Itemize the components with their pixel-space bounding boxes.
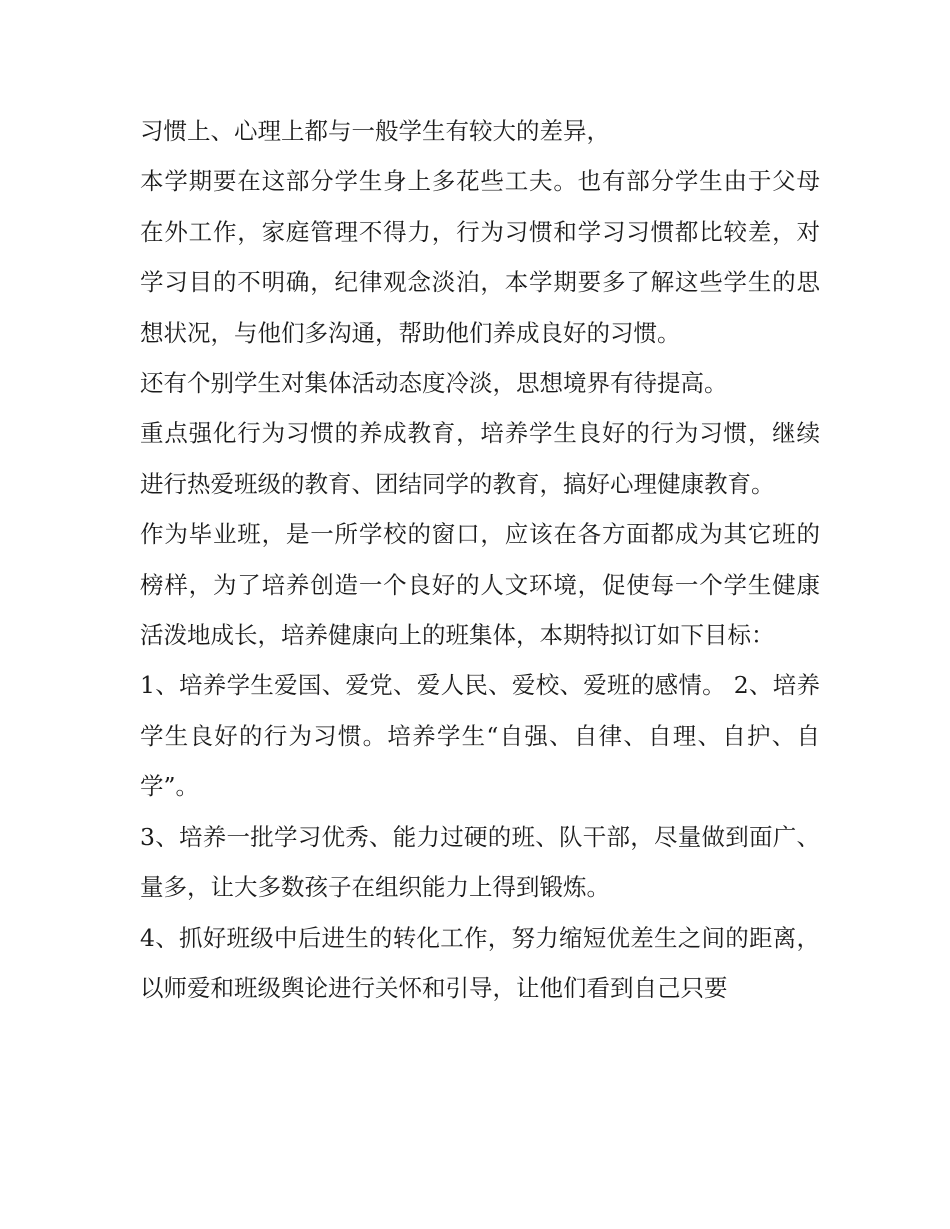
paragraph-6: 1、培养学生爱国、爱党、爱人民、爱校、爱班的感情。 2、培养学生良好的行为习惯。培养学生“自强、自律、自理、自护、自学”。 bbox=[140, 671, 820, 801]
paragraph-3: 还有个别学生对集体活动态度冷淡，思想境界有待提高。 bbox=[140, 369, 728, 398]
paragraph-1: 习惯上、心理上都与一般学生有较大的差异， bbox=[140, 117, 610, 145]
paragraph-2: 本学期要在这部分学生身上多花些工夫。也有部分学生由于父母在外工作，家庭管理不得力，行为习惯和学习习惯都比较差，对学习目的不明确，纪律观念淡泊，本学期要多了解这些学生的思想状况，与他们多沟通，帮助他们养成良好的习惯。 bbox=[140, 167, 820, 347]
document-body bbox=[140, 106, 820, 1013]
paragraph-5: 作为毕业班，是一所学校的窗口，应该在各方面都成为其它班的榜样，为了培养创造一个良好的人文环境，促使每一个学生健康活泼地成长，培养健康向上的班集体，本期特拟订如下目标： bbox=[140, 520, 820, 650]
paragraph-4: 重点强化行为习惯的养成教育，培养学生良好的行为习惯，继续进行热爱班级的教育、团结同学的教育，搞好心理健康教育。 bbox=[140, 419, 820, 498]
paragraph-8: 4、抓好班级中后进生的转化工作，努力缩短优差生之间的距离，以师爱和班级舆论进行关怀和引导，让他们看到自己只要 bbox=[140, 923, 820, 1002]
paragraph-7: 3、培养一批学习优秀、能力过硬的班、队干部，尽量做到面广、量多，让大多数孩子在组织能力上得到锻炼。 bbox=[140, 822, 820, 902]
